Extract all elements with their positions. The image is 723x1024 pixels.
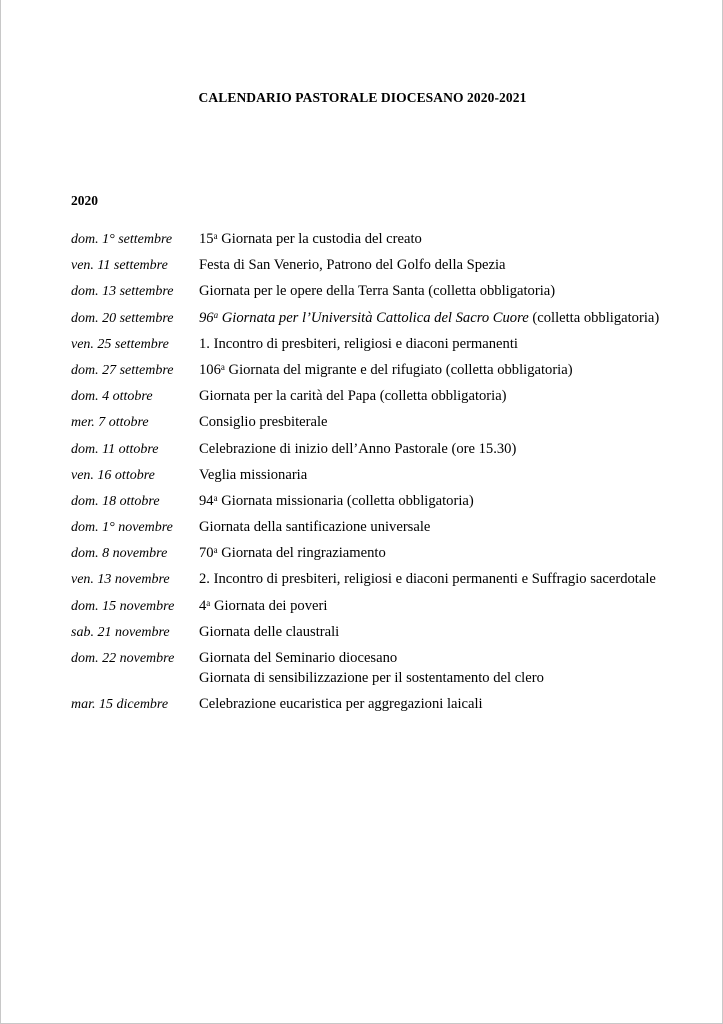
ordinal-number: 106 xyxy=(199,361,221,378)
entry-event xyxy=(199,361,671,381)
calendar-entry xyxy=(71,361,671,381)
entry-date: dom. 22 novembre xyxy=(71,651,175,666)
calendar-entry xyxy=(71,518,671,538)
entry-date: mer. 7 ottobre xyxy=(71,415,149,431)
ordinal-suffix: a xyxy=(213,545,218,556)
entry-text: Giornata per la carità del Papa (colletta obbligatoria) xyxy=(199,388,507,405)
entry-date: ven. 13 novembre xyxy=(71,572,170,588)
year-heading: 2020 xyxy=(71,193,98,208)
calendar-entry xyxy=(71,282,671,302)
entry-event-line: Giornata di sensibilizzazione per il sostentamento del clero xyxy=(199,669,544,686)
ordinal-suffix: a xyxy=(213,309,219,320)
calendar-entry xyxy=(71,440,671,460)
entry-date: dom. 18 ottobre xyxy=(71,493,160,509)
entry-event xyxy=(199,335,671,355)
entry-date: mar. 15 dicembre xyxy=(71,696,169,712)
entry-event xyxy=(199,570,671,590)
calendar-entry xyxy=(71,544,671,564)
entry-text: 1. Incontro di presbiteri, religiosi e diaconi permanenti xyxy=(199,335,518,352)
entry-text: Giornata della santificazione universale xyxy=(199,519,431,536)
ordinal-number: 4 xyxy=(199,597,207,614)
entry-event xyxy=(199,230,671,250)
ordinal-number: 94 xyxy=(199,492,214,509)
entry-text: Giornata dei poveri xyxy=(210,597,328,614)
entry-text: Giornata del ringraziamento xyxy=(217,545,386,562)
entry-text: Giornata per le opere della Terra Santa (colletta obbligatoria) xyxy=(199,283,556,300)
entry-text: Celebrazione eucaristica per aggregazioni laicali xyxy=(199,695,483,712)
entry-date: ven. 11 settembre xyxy=(71,258,168,274)
entry-event xyxy=(199,256,671,276)
entry-date: dom. 1° novembre xyxy=(71,520,173,536)
calendar-entry xyxy=(71,466,671,486)
page-title: CALENDARIO PASTORALE DIOCESANO 2020-2021 xyxy=(198,90,527,105)
entry-date: dom. 13 settembre xyxy=(71,284,174,300)
entry-event xyxy=(199,282,671,302)
calendar-entry xyxy=(71,230,671,250)
calendar-entry xyxy=(71,335,671,355)
calendar-entry xyxy=(71,570,671,590)
calendar-entry xyxy=(71,256,671,276)
entry-event xyxy=(199,544,671,564)
entry-date: dom. 15 novembre xyxy=(71,598,175,614)
ordinal-number: 15 xyxy=(199,231,214,247)
calendar-entry xyxy=(71,309,671,329)
entry-date: dom. 20 settembre xyxy=(71,310,174,326)
entry-event xyxy=(199,466,671,486)
entry-text: Consiglio presbiterale xyxy=(199,414,328,431)
calendar-entry xyxy=(71,413,671,433)
calendar-entry xyxy=(71,649,671,688)
ordinal-suffix: a xyxy=(213,492,218,503)
entry-text: Festa di San Venerio, Patrono del Golfo della Spezia xyxy=(199,257,506,274)
ordinal-number: 96 xyxy=(199,309,214,326)
entry-event-line: Giornata del Seminario diocesano xyxy=(199,650,398,666)
entry-text: Veglia missionaria xyxy=(199,466,308,483)
entry-text: Giornata per la custodia del creato xyxy=(217,231,422,247)
ordinal-number: 70 xyxy=(199,545,214,562)
entry-text: 2. Incontro di presbiteri, religiosi e diaconi permanenti e Suffragio sacerdotale xyxy=(199,571,656,588)
entry-event xyxy=(199,413,671,433)
entry-event xyxy=(199,387,671,407)
calendar-entry xyxy=(71,597,671,617)
entry-date: ven. 16 ottobre xyxy=(71,467,155,483)
entry-event xyxy=(199,440,671,460)
ordinal-suffix: a xyxy=(213,231,218,241)
entry-date: sab. 21 novembre xyxy=(71,624,170,640)
calendar-entry xyxy=(71,492,671,512)
entry-text: Celebrazione di inizio dell’Anno Pastorale (ore 15.30) xyxy=(199,440,517,457)
entry-date: ven. 25 settembre xyxy=(71,336,169,352)
entry-date: dom. 27 settembre xyxy=(71,362,174,378)
entry-date: dom. 11 ottobre xyxy=(71,441,159,457)
ordinal-suffix: a xyxy=(220,361,225,372)
calendar-list xyxy=(71,230,671,721)
entry-event xyxy=(199,518,671,538)
entry-date: dom. 4 ottobre xyxy=(71,389,153,405)
calendar-entry xyxy=(71,387,671,407)
entry-text: Giornata delle claustrali xyxy=(199,623,340,640)
ordinal-suffix: a xyxy=(206,597,211,608)
entry-event xyxy=(199,492,671,512)
entry-date: dom. 1° settembre xyxy=(71,232,173,247)
entry-event xyxy=(199,623,671,643)
calendar-entry xyxy=(71,623,671,643)
entry-event xyxy=(199,649,671,688)
calendar-entry xyxy=(71,695,671,715)
entry-text: Giornata del migrante e del rifugiato (colletta obbligatoria) xyxy=(224,361,573,378)
entry-italic-text: Giornata per l’Università Cattolica del Sacro Cuore xyxy=(218,309,529,326)
entry-event xyxy=(199,309,671,329)
entry-text: Giornata missionaria (colletta obbligatoria) xyxy=(217,492,474,509)
entry-event xyxy=(199,597,671,617)
entry-text: (colletta obbligatoria) xyxy=(528,309,660,326)
entry-event xyxy=(199,695,671,715)
entry-date: dom. 8 novembre xyxy=(71,546,168,562)
